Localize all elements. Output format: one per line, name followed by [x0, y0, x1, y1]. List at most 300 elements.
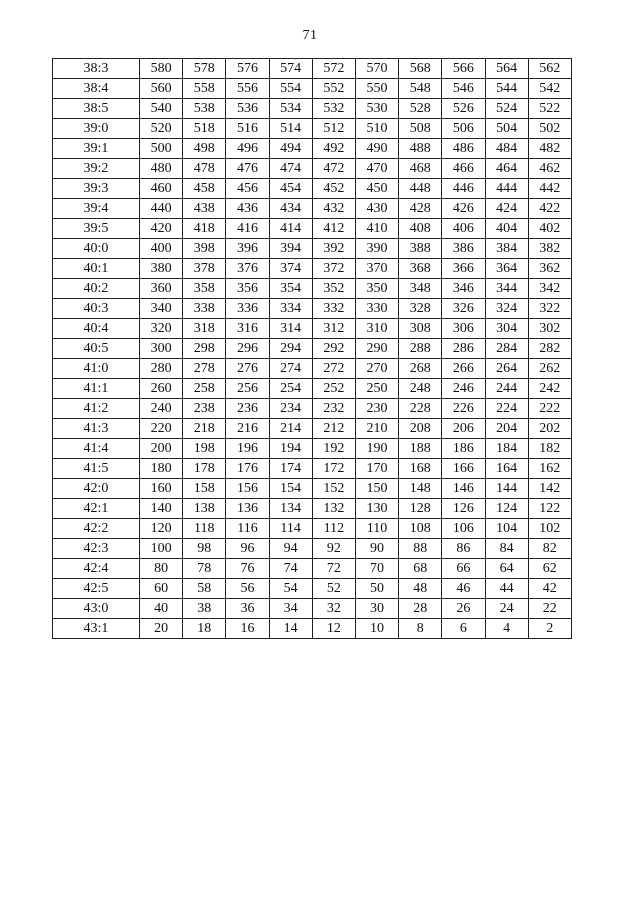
value-cell: 500 — [140, 139, 183, 159]
value-cell: 458 — [183, 179, 226, 199]
value-cell: 346 — [442, 279, 485, 299]
value-cell: 424 — [485, 199, 528, 219]
value-cell: 26 — [442, 599, 485, 619]
row-label-cell: 42:4 — [53, 559, 140, 579]
value-cell: 364 — [485, 259, 528, 279]
value-cell: 222 — [528, 399, 571, 419]
value-cell: 324 — [485, 299, 528, 319]
value-cell: 290 — [355, 339, 398, 359]
value-cell: 130 — [355, 499, 398, 519]
value-cell: 450 — [355, 179, 398, 199]
value-cell: 42 — [528, 579, 571, 599]
value-cell: 406 — [442, 219, 485, 239]
value-cell: 28 — [399, 599, 442, 619]
value-cell: 6 — [442, 619, 485, 639]
value-cell: 520 — [140, 119, 183, 139]
value-cell: 308 — [399, 319, 442, 339]
value-cell: 494 — [269, 139, 312, 159]
value-cell: 144 — [485, 479, 528, 499]
value-cell: 570 — [355, 59, 398, 79]
value-cell: 370 — [355, 259, 398, 279]
value-cell: 264 — [485, 359, 528, 379]
value-cell: 22 — [528, 599, 571, 619]
value-cell: 384 — [485, 239, 528, 259]
value-cell: 88 — [399, 539, 442, 559]
value-cell: 298 — [183, 339, 226, 359]
value-cell: 78 — [183, 559, 226, 579]
value-cell: 286 — [442, 339, 485, 359]
value-cell: 12 — [312, 619, 355, 639]
value-cell: 200 — [140, 439, 183, 459]
value-cell: 90 — [355, 539, 398, 559]
value-cell: 214 — [269, 419, 312, 439]
row-label-cell: 43:1 — [53, 619, 140, 639]
value-cell: 32 — [312, 599, 355, 619]
value-cell: 326 — [442, 299, 485, 319]
table-row — [53, 359, 572, 379]
value-cell: 432 — [312, 199, 355, 219]
value-cell: 108 — [399, 519, 442, 539]
value-cell: 504 — [485, 119, 528, 139]
value-cell: 52 — [312, 579, 355, 599]
table-row — [53, 479, 572, 499]
value-cell: 400 — [140, 239, 183, 259]
value-cell: 480 — [140, 159, 183, 179]
value-cell: 492 — [312, 139, 355, 159]
value-cell: 56 — [226, 579, 269, 599]
row-label-cell: 40:5 — [53, 339, 140, 359]
value-cell: 416 — [226, 219, 269, 239]
value-cell: 178 — [183, 459, 226, 479]
value-cell: 244 — [485, 379, 528, 399]
value-cell: 430 — [355, 199, 398, 219]
value-cell: 168 — [399, 459, 442, 479]
value-cell: 278 — [183, 359, 226, 379]
value-cell: 74 — [269, 559, 312, 579]
value-cell: 164 — [485, 459, 528, 479]
value-cell: 86 — [442, 539, 485, 559]
value-cell: 220 — [140, 419, 183, 439]
value-cell: 558 — [183, 79, 226, 99]
value-cell: 350 — [355, 279, 398, 299]
value-cell: 156 — [226, 479, 269, 499]
value-cell: 216 — [226, 419, 269, 439]
value-cell: 48 — [399, 579, 442, 599]
value-cell: 546 — [442, 79, 485, 99]
value-cell: 376 — [226, 259, 269, 279]
row-label-cell: 43:0 — [53, 599, 140, 619]
value-cell: 162 — [528, 459, 571, 479]
value-cell: 54 — [269, 579, 312, 599]
value-cell: 188 — [399, 439, 442, 459]
value-cell: 440 — [140, 199, 183, 219]
value-cell: 484 — [485, 139, 528, 159]
value-cell: 456 — [226, 179, 269, 199]
value-cell: 374 — [269, 259, 312, 279]
value-cell: 60 — [140, 579, 183, 599]
value-cell: 282 — [528, 339, 571, 359]
value-cell: 64 — [485, 559, 528, 579]
table-row — [53, 419, 572, 439]
value-cell: 250 — [355, 379, 398, 399]
table-row — [53, 619, 572, 639]
value-cell: 106 — [442, 519, 485, 539]
table-row — [53, 559, 572, 579]
row-label-cell: 39:1 — [53, 139, 140, 159]
value-cell: 562 — [528, 59, 571, 79]
value-cell: 292 — [312, 339, 355, 359]
value-cell: 452 — [312, 179, 355, 199]
value-cell: 358 — [183, 279, 226, 299]
value-cell: 104 — [485, 519, 528, 539]
value-cell: 434 — [269, 199, 312, 219]
value-cell: 272 — [312, 359, 355, 379]
value-cell: 398 — [183, 239, 226, 259]
value-cell: 522 — [528, 99, 571, 119]
value-cell: 138 — [183, 499, 226, 519]
value-cell: 540 — [140, 99, 183, 119]
row-label-cell: 41:5 — [53, 459, 140, 479]
value-cell: 448 — [399, 179, 442, 199]
value-cell: 470 — [355, 159, 398, 179]
value-cell: 184 — [485, 439, 528, 459]
value-cell: 254 — [269, 379, 312, 399]
value-cell: 412 — [312, 219, 355, 239]
value-cell: 518 — [183, 119, 226, 139]
value-cell: 578 — [183, 59, 226, 79]
row-label-cell: 42:5 — [53, 579, 140, 599]
value-cell: 530 — [355, 99, 398, 119]
value-cell: 2 — [528, 619, 571, 639]
value-cell: 166 — [442, 459, 485, 479]
value-cell: 210 — [355, 419, 398, 439]
value-cell: 296 — [226, 339, 269, 359]
value-cell: 544 — [485, 79, 528, 99]
value-cell: 380 — [140, 259, 183, 279]
value-cell: 414 — [269, 219, 312, 239]
value-cell: 352 — [312, 279, 355, 299]
value-cell: 576 — [226, 59, 269, 79]
value-cell: 418 — [183, 219, 226, 239]
value-cell: 160 — [140, 479, 183, 499]
table-row — [53, 379, 572, 399]
row-label-cell: 41:4 — [53, 439, 140, 459]
value-cell: 204 — [485, 419, 528, 439]
value-cell: 182 — [528, 439, 571, 459]
value-cell: 40 — [140, 599, 183, 619]
value-cell: 568 — [399, 59, 442, 79]
value-cell: 514 — [269, 119, 312, 139]
value-cell: 232 — [312, 399, 355, 419]
value-cell: 348 — [399, 279, 442, 299]
value-cell: 404 — [485, 219, 528, 239]
row-label-cell: 40:4 — [53, 319, 140, 339]
value-cell: 246 — [442, 379, 485, 399]
value-cell: 386 — [442, 239, 485, 259]
value-cell: 462 — [528, 159, 571, 179]
value-cell: 24 — [485, 599, 528, 619]
value-cell: 422 — [528, 199, 571, 219]
value-cell: 110 — [355, 519, 398, 539]
value-cell: 72 — [312, 559, 355, 579]
value-cell: 258 — [183, 379, 226, 399]
value-cell: 304 — [485, 319, 528, 339]
value-cell: 218 — [183, 419, 226, 439]
value-cell: 114 — [269, 519, 312, 539]
value-cell: 502 — [528, 119, 571, 139]
value-cell: 320 — [140, 319, 183, 339]
value-cell: 134 — [269, 499, 312, 519]
value-cell: 300 — [140, 339, 183, 359]
value-cell: 112 — [312, 519, 355, 539]
row-label-cell: 41:1 — [53, 379, 140, 399]
value-cell: 388 — [399, 239, 442, 259]
table-row — [53, 99, 572, 119]
value-cell: 394 — [269, 239, 312, 259]
value-cell: 528 — [399, 99, 442, 119]
value-cell: 460 — [140, 179, 183, 199]
row-label-cell: 42:0 — [53, 479, 140, 499]
row-label-cell: 39:2 — [53, 159, 140, 179]
table-row — [53, 339, 572, 359]
value-cell: 550 — [355, 79, 398, 99]
value-cell: 344 — [485, 279, 528, 299]
value-cell: 146 — [442, 479, 485, 499]
value-cell: 542 — [528, 79, 571, 99]
value-cell: 574 — [269, 59, 312, 79]
value-cell: 4 — [485, 619, 528, 639]
value-cell: 140 — [140, 499, 183, 519]
table-row — [53, 599, 572, 619]
row-label-cell: 41:0 — [53, 359, 140, 379]
table-row — [53, 439, 572, 459]
value-cell: 16 — [226, 619, 269, 639]
value-cell: 20 — [140, 619, 183, 639]
value-cell: 342 — [528, 279, 571, 299]
value-cell: 212 — [312, 419, 355, 439]
value-cell: 190 — [355, 439, 398, 459]
value-cell: 66 — [442, 559, 485, 579]
value-cell: 534 — [269, 99, 312, 119]
value-cell: 442 — [528, 179, 571, 199]
value-cell: 498 — [183, 139, 226, 159]
value-cell: 102 — [528, 519, 571, 539]
value-cell: 266 — [442, 359, 485, 379]
value-cell: 362 — [528, 259, 571, 279]
value-cell: 174 — [269, 459, 312, 479]
value-cell: 176 — [226, 459, 269, 479]
value-cell: 454 — [269, 179, 312, 199]
value-cell: 122 — [528, 499, 571, 519]
row-label-cell: 40:2 — [53, 279, 140, 299]
row-label-cell: 39:4 — [53, 199, 140, 219]
row-label-cell: 38:3 — [53, 59, 140, 79]
value-cell: 226 — [442, 399, 485, 419]
value-cell: 464 — [485, 159, 528, 179]
value-cell: 94 — [269, 539, 312, 559]
value-cell: 538 — [183, 99, 226, 119]
value-cell: 566 — [442, 59, 485, 79]
value-cell: 392 — [312, 239, 355, 259]
table-row — [53, 179, 572, 199]
table-row — [53, 299, 572, 319]
value-cell: 152 — [312, 479, 355, 499]
value-cell: 328 — [399, 299, 442, 319]
row-label-cell: 39:3 — [53, 179, 140, 199]
table-row — [53, 59, 572, 79]
value-cell: 154 — [269, 479, 312, 499]
value-cell: 14 — [269, 619, 312, 639]
value-cell: 332 — [312, 299, 355, 319]
row-label-cell: 40:1 — [53, 259, 140, 279]
value-cell: 84 — [485, 539, 528, 559]
value-cell: 496 — [226, 139, 269, 159]
value-cell: 548 — [399, 79, 442, 99]
value-cell: 128 — [399, 499, 442, 519]
value-cell: 330 — [355, 299, 398, 319]
value-cell: 426 — [442, 199, 485, 219]
table-row — [53, 279, 572, 299]
value-cell: 556 — [226, 79, 269, 99]
value-cell: 436 — [226, 199, 269, 219]
row-label-cell: 38:4 — [53, 79, 140, 99]
table-row — [53, 399, 572, 419]
value-cell: 148 — [399, 479, 442, 499]
value-cell: 560 — [140, 79, 183, 99]
value-cell: 482 — [528, 139, 571, 159]
value-cell: 516 — [226, 119, 269, 139]
value-cell: 510 — [355, 119, 398, 139]
value-cell: 284 — [485, 339, 528, 359]
value-cell: 356 — [226, 279, 269, 299]
value-cell: 136 — [226, 499, 269, 519]
value-cell: 98 — [183, 539, 226, 559]
value-cell: 170 — [355, 459, 398, 479]
value-cell: 526 — [442, 99, 485, 119]
value-cell: 234 — [269, 399, 312, 419]
value-cell: 312 — [312, 319, 355, 339]
value-cell: 252 — [312, 379, 355, 399]
table-row — [53, 199, 572, 219]
value-cell: 262 — [528, 359, 571, 379]
value-cell: 306 — [442, 319, 485, 339]
value-cell: 236 — [226, 399, 269, 419]
value-cell: 158 — [183, 479, 226, 499]
value-cell: 80 — [140, 559, 183, 579]
value-cell: 506 — [442, 119, 485, 139]
page-number: 71 — [302, 28, 318, 43]
value-cell: 508 — [399, 119, 442, 139]
value-cell: 420 — [140, 219, 183, 239]
value-cell: 228 — [399, 399, 442, 419]
value-cell: 270 — [355, 359, 398, 379]
value-cell: 100 — [140, 539, 183, 559]
value-cell: 408 — [399, 219, 442, 239]
table-row — [53, 239, 572, 259]
value-cell: 242 — [528, 379, 571, 399]
value-cell: 488 — [399, 139, 442, 159]
value-cell: 288 — [399, 339, 442, 359]
table-row — [53, 119, 572, 139]
value-cell: 208 — [399, 419, 442, 439]
value-cell: 512 — [312, 119, 355, 139]
value-cell: 564 — [485, 59, 528, 79]
row-label-cell: 40:0 — [53, 239, 140, 259]
value-cell: 116 — [226, 519, 269, 539]
value-cell: 410 — [355, 219, 398, 239]
value-cell: 532 — [312, 99, 355, 119]
value-cell: 230 — [355, 399, 398, 419]
row-label-cell: 40:3 — [53, 299, 140, 319]
row-label-cell: 41:2 — [53, 399, 140, 419]
value-cell: 8 — [399, 619, 442, 639]
value-cell: 62 — [528, 559, 571, 579]
value-cell: 360 — [140, 279, 183, 299]
table-row — [53, 319, 572, 339]
value-cell: 224 — [485, 399, 528, 419]
value-cell: 466 — [442, 159, 485, 179]
table-row — [53, 539, 572, 559]
value-cell: 524 — [485, 99, 528, 119]
row-label-cell: 42:1 — [53, 499, 140, 519]
value-cell: 68 — [399, 559, 442, 579]
value-cell: 30 — [355, 599, 398, 619]
value-cell: 354 — [269, 279, 312, 299]
value-cell: 446 — [442, 179, 485, 199]
value-cell: 260 — [140, 379, 183, 399]
row-label-cell: 42:3 — [53, 539, 140, 559]
row-label-cell: 39:5 — [53, 219, 140, 239]
value-cell: 34 — [269, 599, 312, 619]
value-cell: 316 — [226, 319, 269, 339]
value-cell: 314 — [269, 319, 312, 339]
value-cell: 256 — [226, 379, 269, 399]
value-cell: 238 — [183, 399, 226, 419]
value-cell: 120 — [140, 519, 183, 539]
value-cell: 38 — [183, 599, 226, 619]
value-cell: 334 — [269, 299, 312, 319]
value-cell: 150 — [355, 479, 398, 499]
value-cell: 390 — [355, 239, 398, 259]
value-cell: 46 — [442, 579, 485, 599]
value-cell: 36 — [226, 599, 269, 619]
value-cell: 10 — [355, 619, 398, 639]
value-cell: 294 — [269, 339, 312, 359]
value-cell: 340 — [140, 299, 183, 319]
value-cell: 44 — [485, 579, 528, 599]
value-cell: 192 — [312, 439, 355, 459]
table-row — [53, 579, 572, 599]
value-cell: 268 — [399, 359, 442, 379]
value-cell: 92 — [312, 539, 355, 559]
value-cell: 180 — [140, 459, 183, 479]
value-cell: 240 — [140, 399, 183, 419]
value-cell: 58 — [183, 579, 226, 599]
value-cell: 124 — [485, 499, 528, 519]
value-cell: 478 — [183, 159, 226, 179]
value-cell: 554 — [269, 79, 312, 99]
value-cell: 366 — [442, 259, 485, 279]
value-cell: 274 — [269, 359, 312, 379]
value-cell: 96 — [226, 539, 269, 559]
value-cell: 202 — [528, 419, 571, 439]
value-cell: 310 — [355, 319, 398, 339]
value-cell: 402 — [528, 219, 571, 239]
value-cell: 198 — [183, 439, 226, 459]
value-cell: 536 — [226, 99, 269, 119]
data-table — [52, 58, 572, 639]
value-cell: 444 — [485, 179, 528, 199]
